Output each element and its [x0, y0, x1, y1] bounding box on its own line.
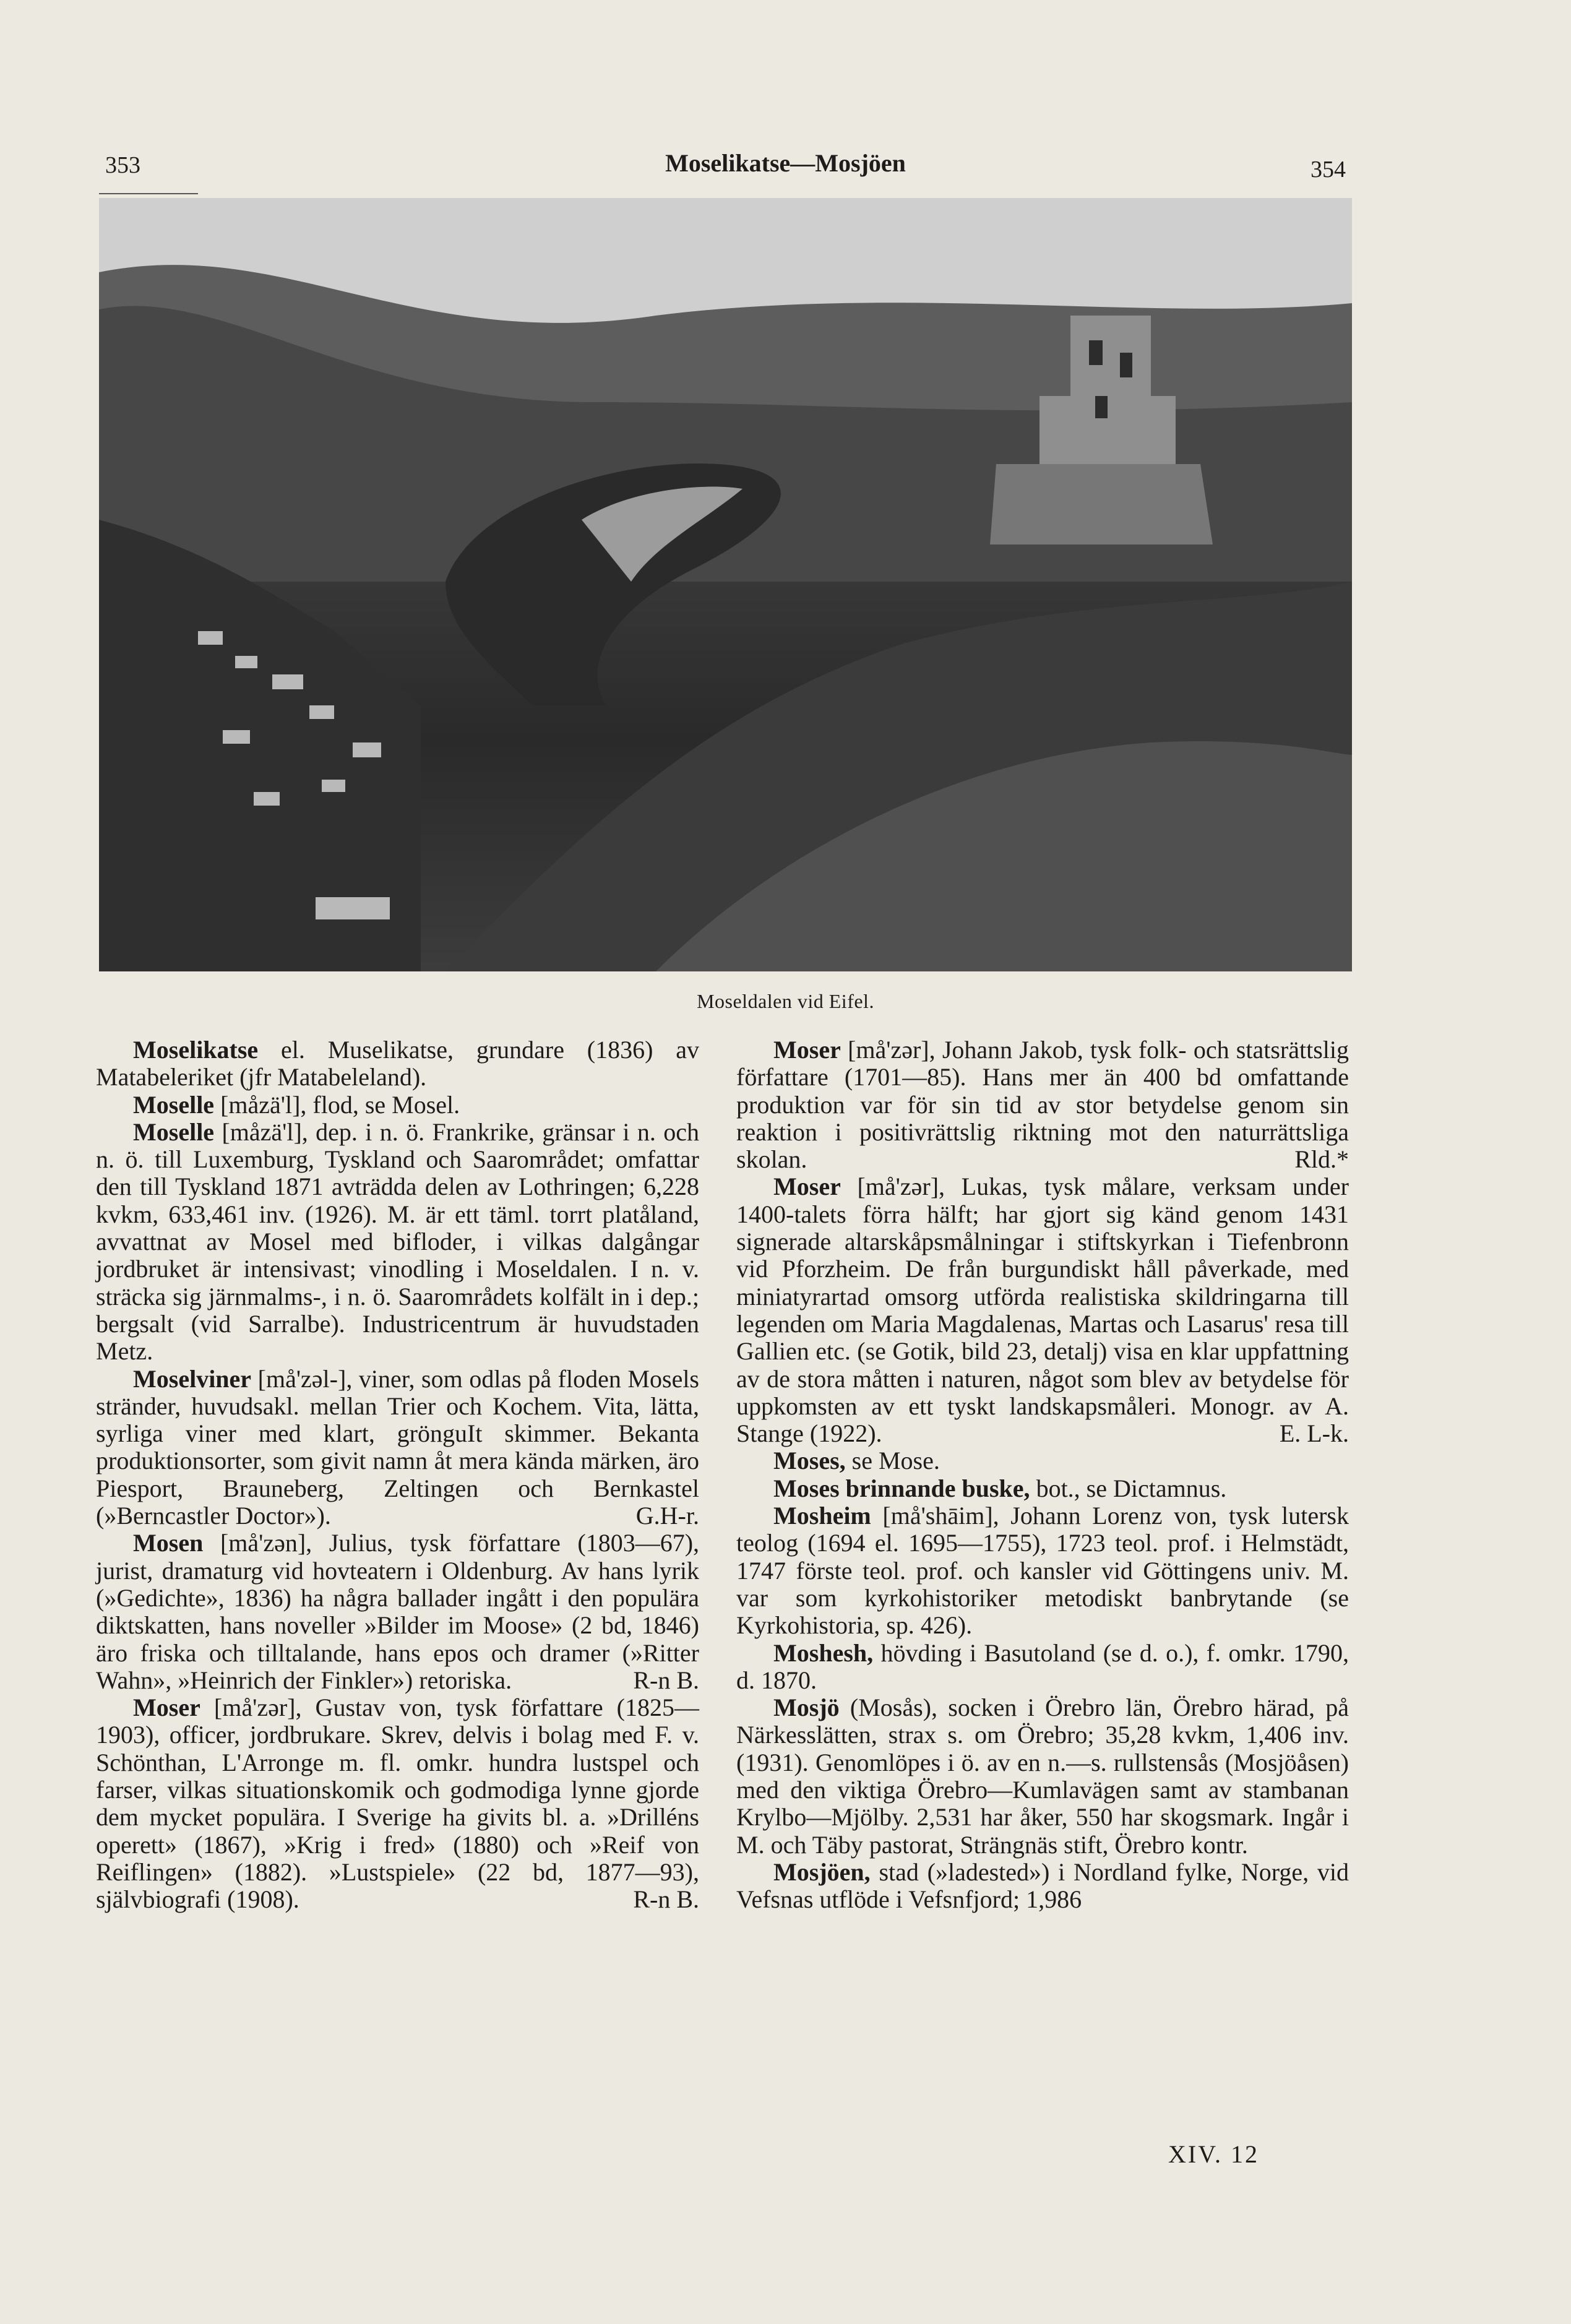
headword: Moses, — [773, 1447, 846, 1475]
entry-text: hövding i Basutoland (se d. o.), f. omkr. 1790, d. 1870. — [736, 1638, 1349, 1694]
header-rule — [99, 193, 198, 194]
entry-text: [må'shāim], Johann Lorenz von, tysk lutersk teolog (1694 el. 1695—1755), 1723 teol. prof. i Helmstädt, 1747 förste teol. prof. och kansler vid Göttingens univ. M. var som kyrkohistoriker metodiskt banbrytande (se Kyrkohistoria, sp. 426). — [736, 1502, 1349, 1640]
entry-text: (Mosås), socken i Örebro län, Örebro härad, på Närkesslätten, strax s. om Örebro; 35,28 kvkm, 1,406 inv. (1931). Genomlöpes i ö. av en n.—s. rullstensås (Mosjöåsen) med den viktiga Örebro—Kumlavägen samt av stambanan Krylbo—Mjölby. 2,531 har åker, 550 har skogsmark. Ingår i M. och Täby pastorat, Strängnäs stift, Örebro kontr. — [736, 1694, 1349, 1859]
left-column — [96, 1036, 699, 1914]
author-signature: Rld.* — [1294, 1145, 1349, 1174]
entry-mosheim — [736, 1502, 1349, 1639]
headword: Mosjö — [773, 1694, 840, 1722]
headword: Mosjöen, — [773, 1857, 871, 1886]
entry-text: [må'zən], Julius, tysk författare (1803—67), jurist, dramaturg vid hovteatern i Oldenburg. Av hans lyrik (»Gedichte», 1836) ha några ballader ingått i den populära diktskatten, hans noveller »Bilder im Moose» (2 bd, 1846) äro friska och tilltalande, hans epos och dramer (»Ritter Wahn», »Heinrich der Finkler») retoriska. — [96, 1529, 700, 1694]
entry-text: el. Muselikatse, grundare (1836) av Matabeleriket (jfr Matabeleland). — [96, 1036, 700, 1091]
author-signature: E. L-k. — [1279, 1419, 1349, 1448]
entry-moser-gustav — [96, 1694, 699, 1913]
page-number-left: 353 — [105, 152, 140, 178]
entry-moser-lukas — [736, 1173, 1349, 1447]
headword: Moselle — [133, 1117, 215, 1146]
entry-text: [må'zər], Johann Jakob, tysk folk- och statsrättslig författare (1701—85). Hans mer än 400 bd omfattande produktion var för sin tid av stor betydelse genom sin reaktion i positivrättslig riktning mot den naturrättsliga skolan. — [736, 1036, 1349, 1174]
author-signature: G.H-r. — [635, 1502, 699, 1530]
entry-moses — [736, 1447, 1349, 1474]
entry-text: se Mose. — [851, 1447, 940, 1475]
entry-moselle-department — [96, 1119, 699, 1366]
entry-moselviner — [96, 1366, 699, 1530]
entry-text: bot., se Dictamnus. — [1036, 1474, 1227, 1502]
author-signature: R-n B. — [633, 1885, 699, 1914]
entry-text: [må'zər], Gustav von, tysk författare (1825—1903), officer, jordbrukare. Skrev, delvis i bolag med F. v. Schönthan, L'Arronge m. fl. omkr. hundra lustspel och farser, vilkas situationskomik och godmodiga lynne gjorde dem mycket populära. I Sverige ha givits bl. a. »Drilléns operett» (1867), »Krig i fred» (1880) och »Reif von Reiflingen» (1882). »Lustspiele» (22 bd, 1877—93), självbiografi (1908). — [96, 1694, 699, 1914]
entry-mosen — [96, 1530, 699, 1694]
entry-moses-brinnande-buske — [736, 1475, 1349, 1502]
entry-moshesh — [736, 1640, 1349, 1695]
entry-text: stad (»ladested») i Nordland fylke, Norge, vid Vefsnas utflöde i Vefsnfjord; 1,986 — [736, 1857, 1349, 1914]
entry-mosjo — [736, 1694, 1349, 1859]
headword: Moselikatse — [133, 1036, 259, 1064]
right-column — [736, 1036, 1349, 1914]
entry-text: [må'zəl-], viner, som odlas på floden Mosels stränder, huvudsakl. mellan Trier och Kochem. Vita, lätta, syrliga viner med klart, grönguIt skimmer. Bekanta produktionsorter, som givit namn åt mera kända märken, äro Piesport, Brauneberg, Zeltingen och Bernkastel (»Berncastler Doctor»). — [96, 1364, 700, 1530]
headword: Moselviner — [133, 1364, 252, 1393]
headword: Moshesh, — [773, 1638, 874, 1667]
entry-text: [måzä'l], flod, se Mosel. — [220, 1090, 460, 1119]
moselle-valley-photo — [99, 198, 1352, 971]
entry-moser-johann — [736, 1036, 1349, 1173]
headword: Moser — [773, 1036, 841, 1064]
photo-illustration — [99, 198, 1352, 971]
headword: Moser — [773, 1173, 841, 1201]
headword: Mosheim — [773, 1502, 871, 1530]
page-number-right: 354 — [1311, 157, 1346, 183]
headword: Moselle — [133, 1090, 215, 1119]
running-head: Moselikatse—Mosjöen — [665, 149, 906, 177]
entry-moselikatse — [96, 1036, 699, 1091]
signature-mark: XIV. 12 — [1168, 2140, 1259, 2168]
headword: Moser — [133, 1694, 200, 1722]
entry-mosjoen — [736, 1859, 1349, 1914]
headword: Moses brinnande buske, — [773, 1474, 1030, 1502]
author-signature: R-n B. — [633, 1666, 699, 1694]
entry-text: [må'zər], Lukas, tysk målare, verksam under 1400-talets förra hälft; har gjort sig känd genom 1431 signerade altarskåpsmålningar i stiftskyrkan i Tiefenbronn vid Pforzheim. De från burgundiskt håll påverkade, med miniatyrartad omsorg utförda realistiska skildringarna till legenden om Maria Magdalenas, Martas och Lasarus' resa till Gallien etc. (se Gotik, bild 23, detalj) visa en klar uppfattning av de stora måtten i naturen, något som blev av betydelse för uppkomsten av ett tyskt landskapsmåleri. Monogr. av A. Stange (1922). — [736, 1173, 1349, 1448]
figure-caption: Moseldalen vid Eifel. — [697, 990, 874, 1012]
headword: Mosen — [133, 1529, 204, 1557]
entry-text: [måzä'l], dep. i n. ö. Frankrike, gränsar i n. och n. ö. till Luxemburg, Tyskland och Saarområdet; omfattar den till Tyskland 1871 avträdda delen av Lothringen; 6,228 kvkm, 633,461 inv. (1926). M. är ett täml. torrt platåland, avvattnat av Mosel med bifloder, i vilkas dalgångar jordbruket är intensivast; vinodling i Moseldalen. I n. v. sträcka sig järnmalms-, i n. ö. Saarområdets kolfält in i dep.; bergsalt (vid Sarralbe). Industricentrum är huvudstaden Metz. — [96, 1117, 700, 1366]
entry-moselle-river — [96, 1091, 699, 1119]
